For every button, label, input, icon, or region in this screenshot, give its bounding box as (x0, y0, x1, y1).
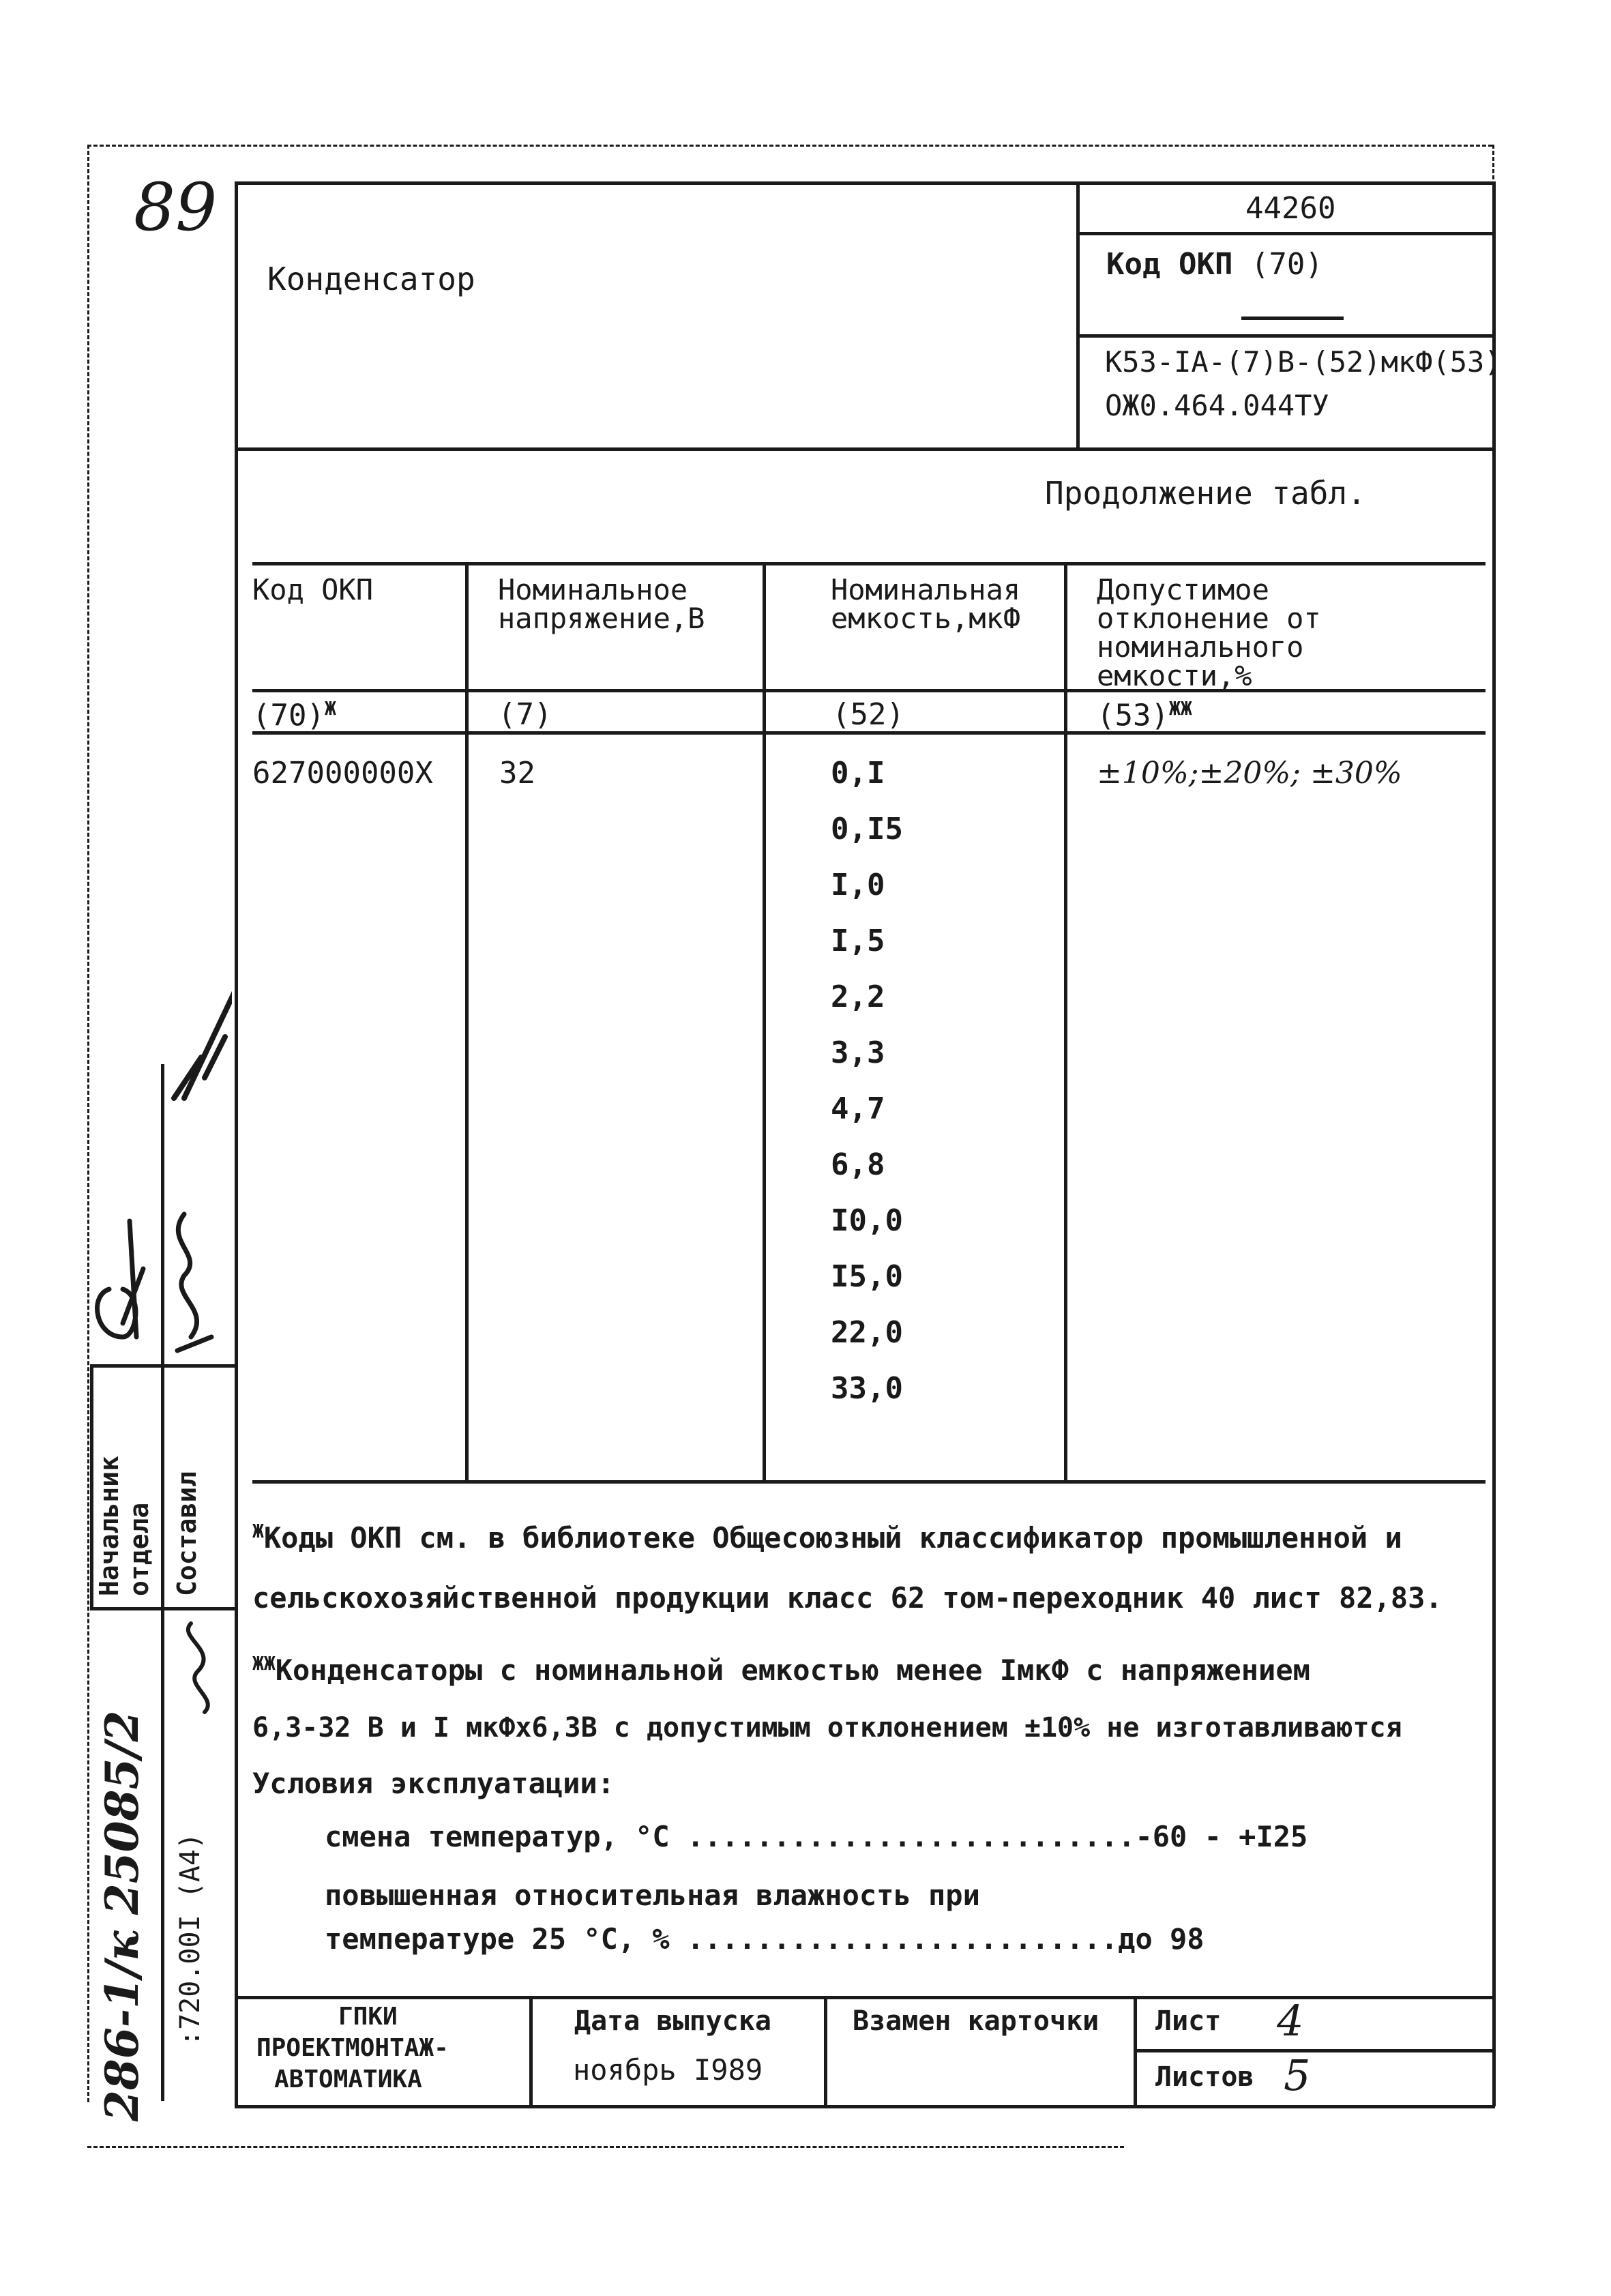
org-line-2: ПРОЕКТМОНТАЖ- (256, 2034, 449, 2062)
col-code-voltage: (7) (498, 697, 552, 732)
main-right-border (1492, 181, 1496, 2106)
conditions-title: Условия эксплуатации: (252, 1767, 615, 1800)
sidebar-form-code: :720.00I (А4) (175, 1832, 206, 2046)
condition-temperature: смена температур, °С ..........................-60 - +I25 (325, 1820, 1308, 1853)
sheets-total: 5 (1284, 2050, 1311, 2100)
sheets-label: Листов (1155, 2061, 1254, 2093)
note1-mark: Ж (252, 1520, 264, 1542)
condition-humidity-line2: температуре 25 °С, % .........................до 98 (325, 1922, 1204, 1956)
table-col-divider-3 (1064, 562, 1067, 1480)
note1-line2: сельскохозяйственной продукции класс 62 том-переходник 40 лист 82,83. (252, 1581, 1443, 1615)
okp-ref: (70) (1250, 247, 1323, 282)
signature-compiled-by (177, 1214, 211, 1351)
issue-date-value: ноябрь I989 (573, 2053, 763, 2087)
capacitance-value: I,0 (831, 868, 885, 902)
issue-date-label: Дата выпуска (574, 2005, 771, 2037)
sheet-label: Лист (1155, 2005, 1222, 2037)
okp-code-value: 627000000Х (252, 756, 433, 791)
okp-label-row (1106, 247, 1323, 282)
voltage-value: 32 (499, 756, 535, 791)
footer-top-line (235, 1996, 1495, 1999)
col-code-capacitance: (52) (832, 697, 904, 732)
header-bottom-line (235, 447, 1495, 451)
col-header-voltage: Номинальное напряжение,В (498, 573, 705, 635)
capacitance-value: I,5 (831, 924, 885, 958)
table-col-divider-1 (465, 562, 469, 1480)
note1-line1 (252, 1520, 1402, 1555)
note2-line1 (252, 1652, 1310, 1687)
table-top-line (252, 562, 1486, 565)
capacitance-value: 0,I5 (831, 812, 903, 847)
bottom-dashed-border (87, 2146, 1124, 2148)
capacitance-value: 2,2 (831, 980, 885, 1014)
top-dashed-border (87, 145, 1492, 147)
header-right-line-2 (1076, 334, 1495, 338)
col-code-tolerance-mark: ЖЖ (1168, 697, 1192, 720)
org-line-3: АВТОМАТИКА (274, 2065, 422, 2093)
sidebar-head-of-department: Начальник отдела (94, 1456, 154, 1596)
col-code-okp (252, 697, 336, 733)
product-name: Конденсатор (267, 261, 475, 297)
signature-marks (82, 955, 232, 1978)
col-header-capacitance: Номинальная емкость,мкФ (831, 573, 1021, 635)
signature-slash-mark (174, 969, 232, 1098)
capacitance-value: 33,0 (831, 1371, 903, 1406)
replaces-card-label: Взамен карточки (853, 2005, 1099, 2037)
okp-blank-line (1241, 317, 1344, 320)
designation: К53-IA-(7)В-(52)мкФ(53) (1105, 345, 1502, 379)
col-header-okp: Код ОКП (252, 573, 374, 606)
table-col-divider-2 (763, 562, 766, 1480)
footer-bottom-line (235, 2105, 1495, 2108)
condition-humidity-line1: повышенная относительная влажность при (325, 1879, 980, 1912)
tolerance-value: ±10%;±20%; ±30% (1097, 756, 1402, 791)
col-code-tolerance-value: (53) (1097, 698, 1169, 733)
capacitance-value: 22,0 (831, 1315, 903, 1350)
note1-text: Коды ОКП см. в библиотеке Общесоюзный классификатор промышленной и (263, 1521, 1402, 1555)
sidebar-handwritten-number: 286-1/к 25085/2 (95, 1710, 149, 2121)
capacitance-value: 6,8 (831, 1147, 885, 1182)
sidebar-compiled-by: Составил (172, 1471, 202, 1596)
capacitance-value: 0,I (831, 756, 885, 791)
signature-head-of-department (98, 1221, 143, 1337)
specification: ОЖ0.464.044ТУ (1105, 389, 1329, 422)
footer-divider-1 (529, 1996, 533, 2105)
note2-text: Конденсаторы с номинальной емкостью менее IмкФ с напряжением (275, 1653, 1310, 1687)
capacitance-value: I0,0 (831, 1203, 903, 1238)
signature-approval (188, 1623, 208, 1712)
org-line-1: ГПКИ (338, 2003, 398, 2031)
page-number: 89 (134, 169, 218, 246)
okp-label: Код ОКП (1106, 247, 1233, 282)
capacitance-value: 4,7 (831, 1091, 885, 1126)
footer-sheet-divider (1134, 2049, 1495, 2052)
col-code-tolerance (1097, 697, 1192, 733)
main-left-border (235, 181, 238, 2106)
capacitance-value: I5,0 (831, 1259, 903, 1294)
header-top-line (235, 181, 1495, 185)
col-header-tolerance: Допустимое отклонение от номинального емкости,% (1097, 573, 1321, 692)
continuation-label: Продолжение табл. (1045, 475, 1366, 512)
col-code-okp-value: (70) (252, 698, 325, 733)
footer-divider-2 (824, 1996, 827, 2105)
capacitance-value: 3,3 (831, 1035, 885, 1070)
header-divider (1076, 181, 1080, 449)
note2-line2: 6,3-32 В и I мкФх6,3В с допустимым отклонением ±10% не изготавливаются (252, 1712, 1402, 1743)
table-bottom-line (252, 1480, 1486, 1484)
note2-mark: ЖЖ (252, 1652, 276, 1675)
card-number: 44260 (1245, 191, 1336, 226)
header-right-line-1 (1076, 232, 1495, 235)
col-code-okp-mark: Ж (324, 697, 336, 720)
sheet-number: 4 (1277, 1996, 1304, 2046)
